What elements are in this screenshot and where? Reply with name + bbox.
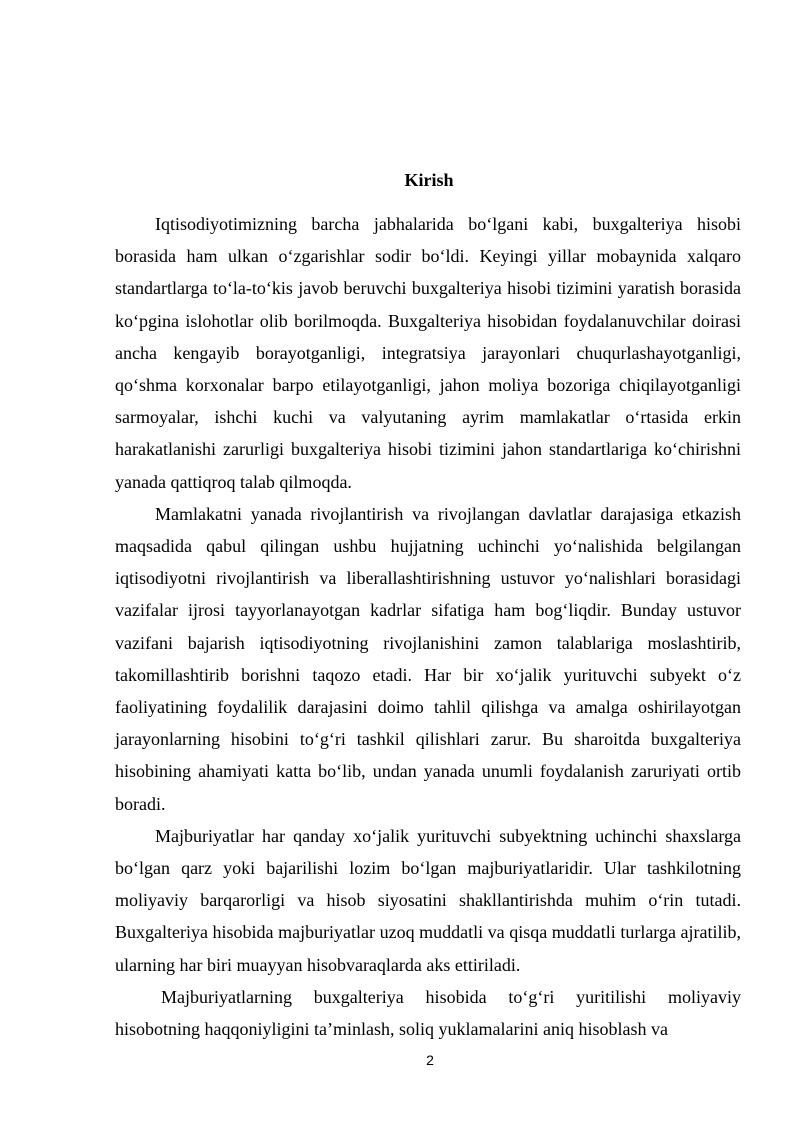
- paragraph-3: Majburiyatlar har qanday xo‘jalik yurituvchi subyektning uchinchi shaxslarga bo‘lgan qarz yoki bajarilishi lozim bo‘lgan majburiyatlaridir. Ular tashkilotning moliyaviy barqarorligi va hisob siyosatini shakllantirishda muhim o‘rin tutadi. Buxgalteriya hisobida majburiyatlar uzoq muddatli va qisqa muddatli turlarga ajratilib, ularning har biri muayyan hisobvaraqlarda aks ettiriladi.: [115, 825, 741, 975]
- body-text: [115, 208, 741, 1045]
- page-number: 2: [426, 1052, 434, 1068]
- paragraph-4: Majburiyatlarning buxgalteriya hisobida to‘g‘ri yuritilishi moliyaviy hisobotning haqqoniyligini ta’minlash, soliq yuklamalarini aniq hisoblash va: [115, 986, 741, 1040]
- paragraph-2: Mamlakatni yanada rivojlantirish va rivojlangan davlatlar darajasiga etkazish maqsadida qabul qilingan ushbu hujjatning uchinchi yo‘nalishida belgilangan iqtisodiyotni rivojlantirish va liberallashtirishning ustuvor yo‘nalishlari borasidagi vazifalar ijrosi tayyorlanayotgan kadrlar sifatiga ham bog‘liqdir. Bunday ustuvor vazifani bajarish iqtisodiyotning rivojlanishini zamon talablariga moslashtirib, takomillashtirib borishni taqozo etadi. Har bir xo‘jalik yurituvchi subyekt o‘z faoliyatining foydalilik darajasini doimo tahlil qilishga va amalga oshirilayotgan jarayonlarning hisobini to‘g‘ri tashkil qilishlari zarur. Bu sharoitda buxgalteriya hisobining ahamiyati katta bo‘lib, undan yanada unumli foydalanish zaruriyati ortib boradi.: [115, 503, 741, 814]
- paragraph-1: Iqtisodiyotimizning barcha jabhalarida bo‘lgani kabi, buxgalteriya hisobi borasida ham ulkan o‘zgarishlar sodir bo‘ldi. Keyingi yillar mobaynida xalqaro standartlarga to‘la-to‘kis javob beruvchi buxgalteriya hisobi tizimini yaratish borasida ko‘pgina islohotlar olib borilmoqda. Buxgalteriya hisobidan foydalanuvchilar doirasi ancha kengayib borayotganligi, integratsiya jarayonlari chuqurlashayotganligi, qo‘shma korxonalar barpo etilayotganligi, jahon moliya bozoriga chiqilayotganligi sarmoyalar, ishchi kuchi va valyutaning ayrim mamlakatlar o‘rtasida erkin harakatlanishi zarurligi buxgalteriya hisobi tizimini jahon standartlariga ko‘chirishni yanada qattiqroq talab qilmoqda.: [115, 214, 741, 492]
- page-title: Kirish: [404, 170, 454, 190]
